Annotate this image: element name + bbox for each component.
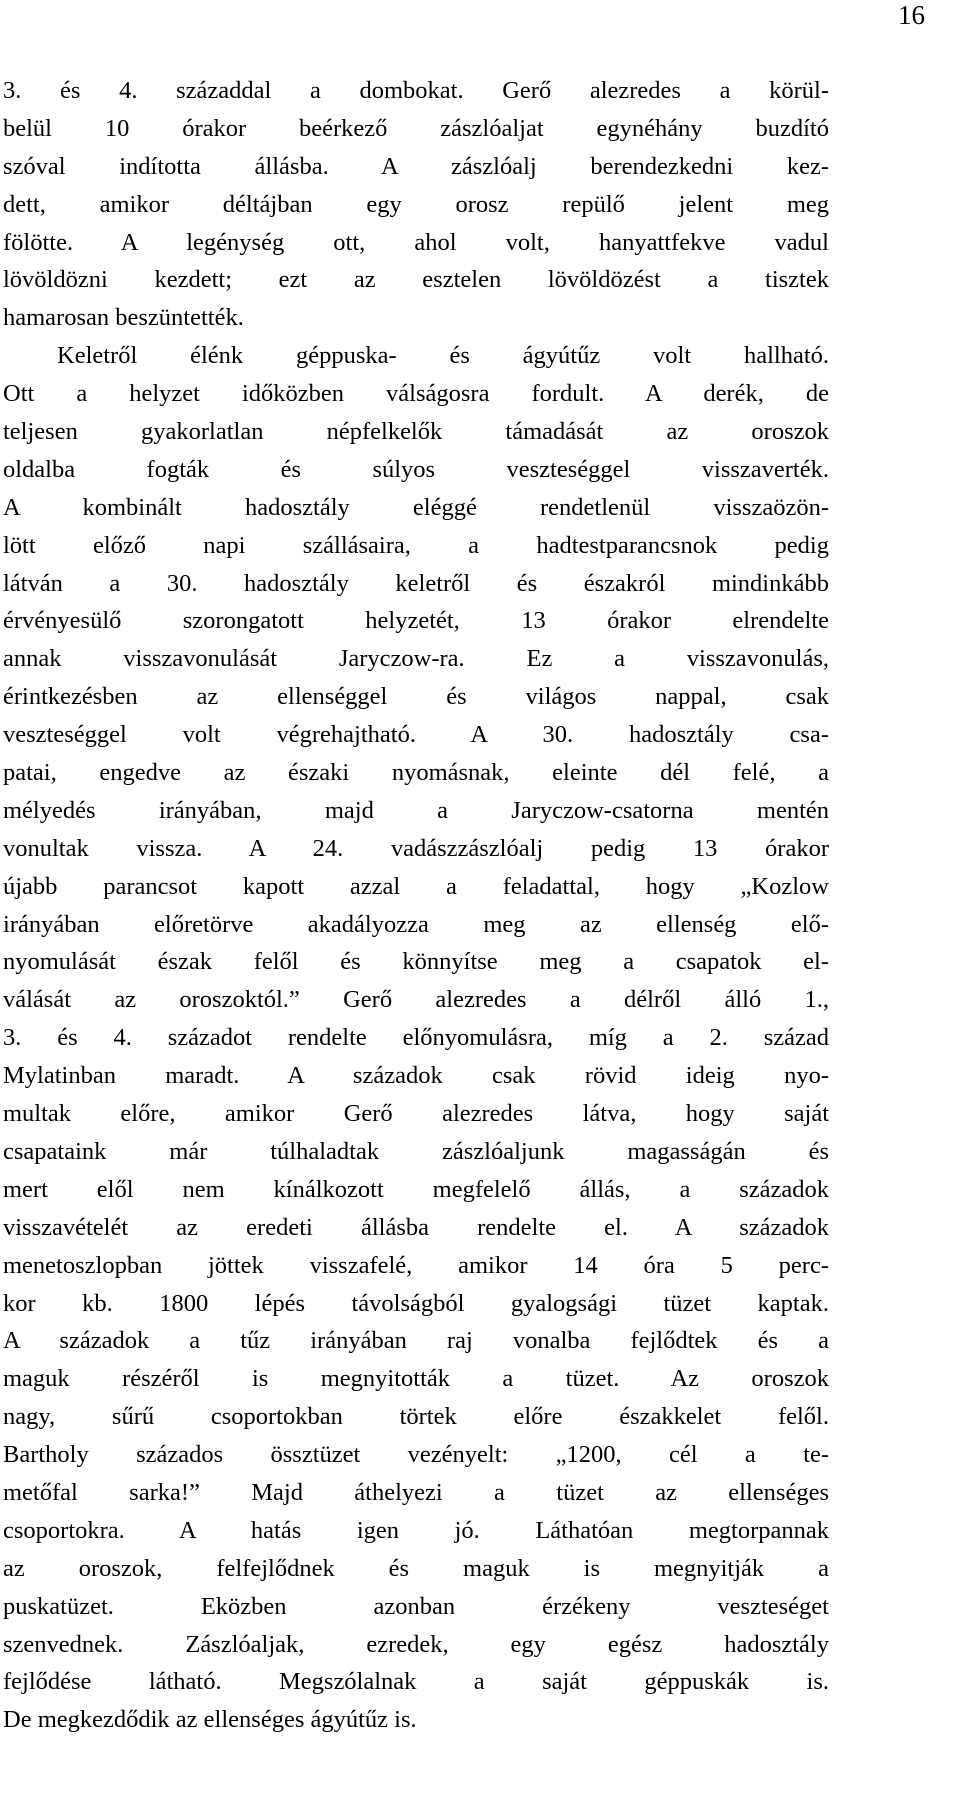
text-line: válását az oroszoktól.” Gerő alezredes a délről álló 1., <box>3 986 829 1014</box>
text-line: újabb parancsot kapott azzal a feladattal, hogy „Kozlow <box>3 872 829 900</box>
text-line: annak visszavonulását Jaryczow-ra. Ez a visszavonulás, <box>3 645 829 673</box>
text-line: patai, engedve az északi nyomásnak, eleinte dél felé, a <box>3 759 829 787</box>
text-line: metőfal sarka!” Majd áthelyezi a tüzet az ellenséges <box>3 1478 829 1506</box>
text-line: teljesen gyakorlatlan népfelkelők támadását az oroszok <box>3 418 829 446</box>
text-line: érvényesülő szorongatott helyzetét, 13 órakor elrendelte <box>3 607 829 635</box>
text-line: visszavételét az eredeti állásba rendelte el. A századok <box>3 1213 829 1241</box>
text-line: látván a 30. hadosztály keletről és északról mindinkább <box>3 569 829 597</box>
text-line: Mylatinban maradt. A századok csak rövid ideig nyo- <box>3 1062 829 1090</box>
text-line: puskatüzet. Eközben azonban érzékeny veszteséget <box>3 1592 829 1620</box>
text-line: multak előre, amikor Gerő alezredes látva, hogy saját <box>3 1100 829 1128</box>
text-line: érintkezésben az ellenséggel és világos nappal, csak <box>3 683 829 711</box>
text-line: szóval indította állásba. A zászlóalj berendezkedni kez- <box>3 152 829 180</box>
text-line: nyomulását észak felől és könnyítse meg a csapatok el- <box>3 948 829 976</box>
text-line: menetoszlopban jöttek visszafelé, amikor 14 óra 5 perc- <box>3 1251 829 1279</box>
text-line: fölötte. A legénység ott, ahol volt, hanyattfekve vadul <box>3 228 829 256</box>
body-text <box>3 72 829 1739</box>
text-line: A századok a tűz irányában raj vonalba fejlődtek és a <box>3 1327 829 1355</box>
text-line: fejlődése látható. Megszólalnak a saját géppuskák is. <box>3 1668 829 1696</box>
text-line: A kombinált hadosztály eléggé rendetlenül visszaözön- <box>3 493 829 521</box>
text-line: mélyedés irányában, majd a Jaryczow-csatorna mentén <box>3 796 829 824</box>
text-line: az oroszok, felfejlődnek és maguk is megnyitják a <box>3 1554 829 1582</box>
text-line: csapataink már túlhaladtak zászlóaljunk magasságán és <box>3 1137 829 1165</box>
text-line: nagy, sűrű csoportokban törtek előre északkelet felől. <box>3 1403 829 1431</box>
text-line: csoportokra. A hatás igen jó. Láthatóan megtorpannak <box>3 1516 829 1544</box>
page-number: 16 <box>898 0 925 30</box>
text-line: hamarosan beszüntették. <box>3 304 244 332</box>
text-line: lött előző napi szállásaira, a hadtestparancsnok pedig <box>3 531 829 559</box>
text-line: maguk részéről is megnyitották a tüzet. Az oroszok <box>3 1365 829 1393</box>
text-line: 3. és 4. századot rendelte előnyomulásra, míg a 2. század <box>3 1024 829 1052</box>
text-line: dett, amikor déltájban egy orosz repülő jelent meg <box>3 190 829 218</box>
text-line: belül 10 órakor beérkező zászlóaljat egynéhány buzdító <box>3 114 829 142</box>
text-line: 3. és 4. századdal a dombokat. Gerő alezredes a körül- <box>3 77 829 104</box>
text-line: Keletről élénk géppuska- és ágyútűz volt hallható. <box>57 342 829 370</box>
text-line: vonultak vissza. A 24. vadászzászlóalj pedig 13 órakor <box>3 834 829 862</box>
text-line: Bartholy százados össztüzet vezényelt: „1200, cél a te- <box>3 1441 829 1469</box>
text-line: irányában előretörve akadályozza meg az ellenség elő- <box>3 910 829 938</box>
text-line: lövöldözni kezdett; ezt az esztelen lövöldözést a tisztek <box>3 266 829 294</box>
text-line: mert elől nem kínálkozott megfelelő állás, a századok <box>3 1175 829 1203</box>
text-line: De megkezdődik az ellenséges ágyútűz is. <box>3 1706 417 1734</box>
text-line: oldalba fogták és súlyos veszteséggel visszaverték. <box>3 455 829 483</box>
text-line: kor kb. 1800 lépés távolságból gyalogsági tüzet kaptak. <box>3 1289 829 1317</box>
text-line: Ott a helyzet időközben válságosra fordult. A derék, de <box>3 380 829 408</box>
text-line: veszteséggel volt végrehajtható. A 30. hadosztály csa- <box>3 721 829 749</box>
text-line: szenvednek. Zászlóaljak, ezredek, egy egész hadosztály <box>3 1630 829 1658</box>
